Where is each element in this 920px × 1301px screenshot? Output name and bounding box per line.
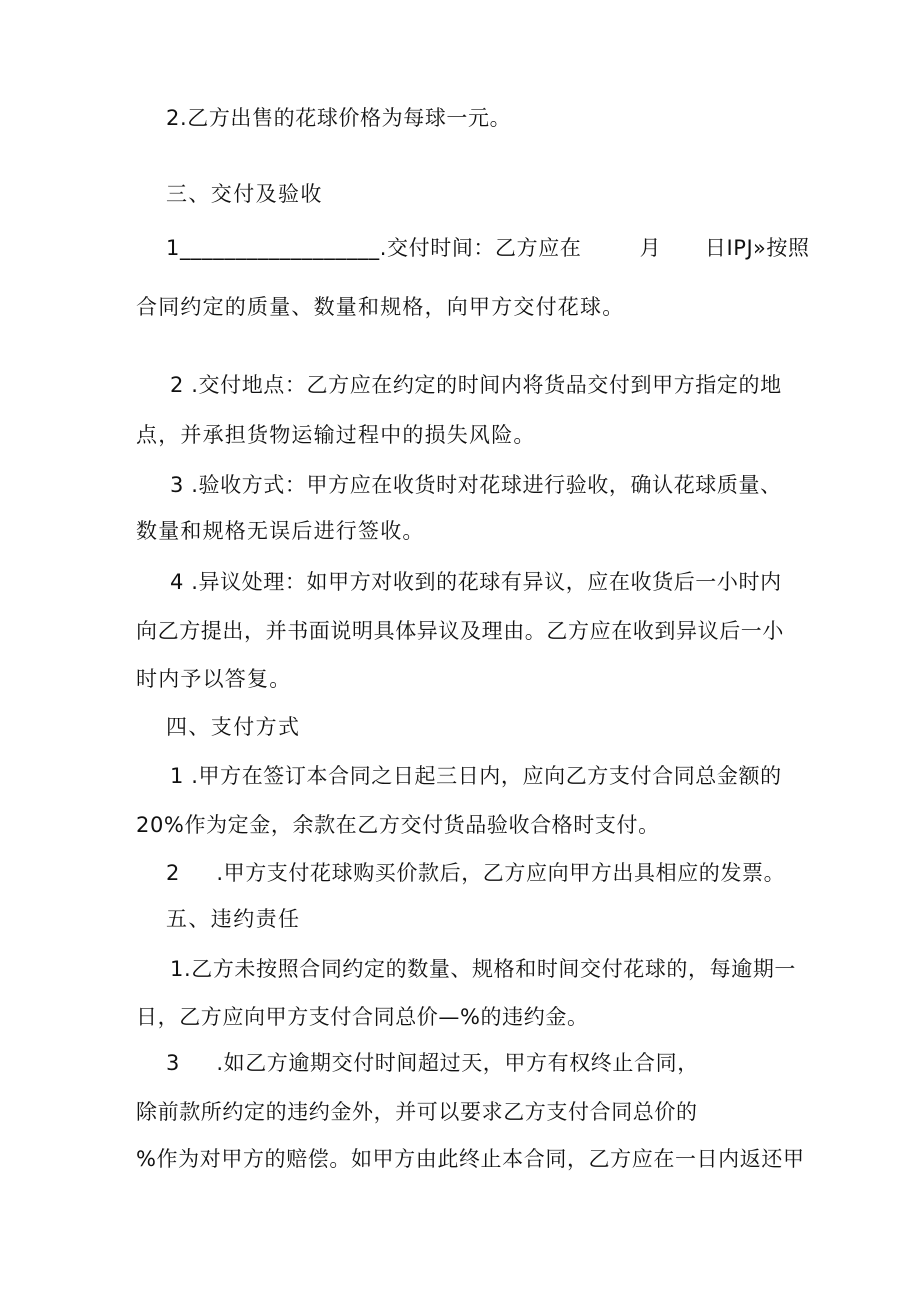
clause-4-objection: 4 .异议处理：如甲方对收到的花球有异议，应在收货后一小时内 bbox=[170, 570, 782, 594]
clause-1-payment: 1 .甲方在签订本合同之日起三日内，应向乙方支付合同总金额的 bbox=[170, 764, 782, 788]
section-heading-liability: 五、违约责任 bbox=[166, 907, 301, 931]
clause-1-liability: 1.乙方未按照合同约定的数量、规格和时间交付花球的，每逾期一 bbox=[170, 957, 797, 981]
clause-4-objection-cont-2: 时内予以答复。 bbox=[136, 667, 292, 691]
clause-1-liability-cont: 日，乙方应向甲方支付合同总价—%的违约金。 bbox=[136, 1005, 589, 1029]
clause-3-inspection: 3 .验收方式：甲方应在收货时对花球进行验收，确认花球质量、 bbox=[170, 473, 782, 497]
clause-1-payment-cont: 20%作为定金，余款在乙方交付货品验收合格时支付。 bbox=[136, 813, 660, 837]
clause-2-delivery-place-cont: 点，并承担货物运输过程中的损失风险。 bbox=[136, 423, 536, 447]
clause-3-inspection-cont: 数量和规格无误后进行签收。 bbox=[136, 519, 425, 543]
clause-3-termination: 3 .如乙方逾期交付时间超过天，甲方有权终止合同， bbox=[166, 1051, 699, 1075]
clause-2-invoice: 2 .甲方支付花球购买价款后，乙方应向甲方出具相应的发票。 bbox=[166, 861, 786, 885]
clause-4-objection-cont-1: 向乙方提出，并书面说明具体异议及理由。乙方应在收到异议后一小 bbox=[136, 619, 784, 643]
clause-1-delivery-time-cont: 合同约定的质量、数量和规格，向甲方交付花球。 bbox=[136, 295, 625, 319]
clause-3-termination-cont-2: %作为对甲方的赔偿。如甲方由此终止本合同，乙方应在一日内返还甲 bbox=[136, 1147, 805, 1171]
clause-2-delivery-place: 2 .交付地点：乙方应在约定的时间内将货品交付到甲方指定的地 bbox=[170, 373, 782, 397]
clause-3-termination-cont-1: 除前款所约定的违约金外，并可以要求乙方支付合同总价的 bbox=[136, 1100, 698, 1124]
clause-1-delivery-time: 1__________________.交付时间：乙方应在 月 日IPJ»按照 bbox=[166, 236, 810, 260]
section-heading-delivery: 三、交付及验收 bbox=[166, 182, 323, 206]
section-heading-payment: 四、支付方式 bbox=[166, 715, 301, 739]
clause-2-price: 2.乙方出售的花球价格为每球一元。 bbox=[166, 106, 512, 130]
